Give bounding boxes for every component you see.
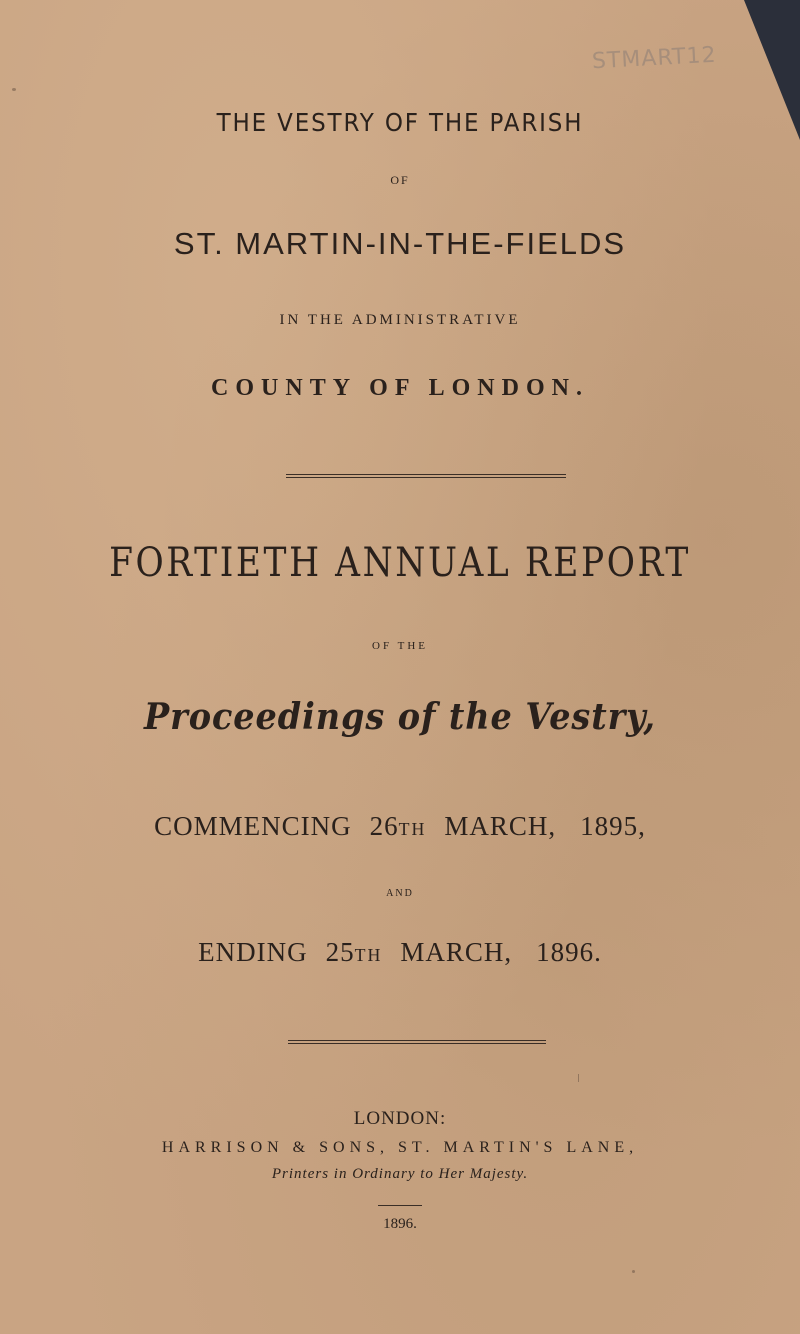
start-year: 1895, (580, 811, 646, 841)
paper-speck (632, 1270, 635, 1273)
county-line: COUNTY OF LONDON. (211, 375, 589, 401)
imprint-role: Printers in Ordinary to Her Majesty. (271, 1166, 529, 1182)
commencing-word: COMMENCING (154, 811, 352, 841)
paper-speck (578, 1074, 579, 1082)
commencing-line (0, 811, 800, 842)
start-day: 26 (369, 811, 399, 841)
imprint-place: LONDON: (353, 1108, 447, 1129)
handwritten-shelfmark: STMART12 (591, 42, 718, 75)
double-rule-divider (288, 1040, 546, 1044)
end-year: 1896. (536, 937, 602, 967)
of-the-line: OF THE (372, 640, 428, 652)
double-rule-divider (286, 474, 566, 478)
imprint-printer: HARRISON & SONS, ST. MARTIN'S LANE, (161, 1139, 639, 1156)
report-title: FORTIETH ANNUAL REPORT (109, 540, 691, 586)
ending-line (0, 937, 800, 968)
of-word: OF (390, 173, 410, 187)
start-month: MARCH, (444, 811, 557, 841)
end-month: MARCH, (400, 937, 513, 967)
ending-word: ENDING (198, 937, 308, 967)
short-rule (378, 1205, 422, 1206)
vestry-heading: THE VESTRY OF THE PARISH (216, 108, 584, 137)
parish-name: ST. MARTIN-IN-THE-FIELDS (173, 226, 627, 261)
imprint-year: 1896. (383, 1216, 417, 1232)
end-day-suffix: TH (354, 945, 383, 965)
administrative-line: IN THE ADMINISTRATIVE (279, 312, 521, 328)
start-day-suffix: TH (398, 819, 427, 839)
and-word: AND (386, 888, 414, 899)
report-subtitle: Proceedings of the Vestry, (144, 696, 656, 738)
end-day: 25 (325, 937, 355, 967)
paper-speck (12, 88, 16, 91)
